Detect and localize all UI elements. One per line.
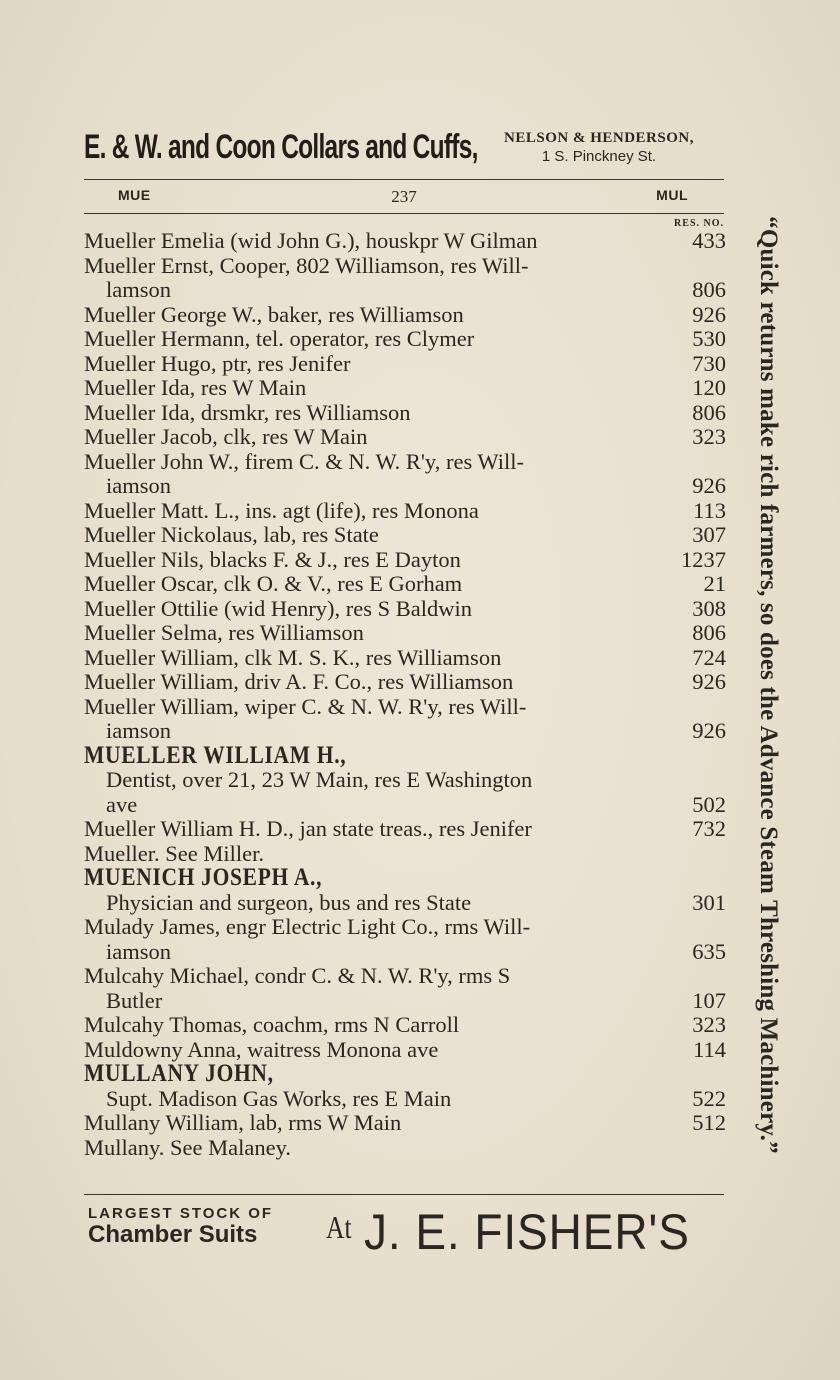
directory-entry [84, 768, 726, 793]
entry-residence-number: 635 [692, 938, 726, 964]
entry-text: Mueller William, wiper C. & N. W. R'y, res Will- [84, 693, 527, 719]
directory-entry [84, 695, 726, 720]
header-ad-store [474, 130, 724, 165]
running-head-rule [84, 213, 724, 214]
entry-text: Mueller Hugo, ptr, res Jenifer [84, 350, 351, 376]
directory-entry [84, 842, 726, 867]
side-ad-text: “Quick returns make rich farmers, so does the Advance Steam Threshing Machinery.” [755, 216, 782, 1154]
entry-residence-number: 730 [692, 350, 726, 376]
entry-text: Mueller Matt. L., ins. agt (life), res Monona [84, 497, 479, 523]
directory-entry [84, 1136, 726, 1161]
directory-entry [84, 523, 726, 548]
directory-entry [84, 964, 726, 989]
entry-text: Mueller Oscar, clk O. & V., res E Gorham [84, 571, 463, 596]
footer-ad-tagline [88, 1205, 273, 1249]
directory-entry [84, 352, 726, 377]
entry-text: Mueller William, clk M. S. K., res Williamson [84, 644, 502, 670]
entry-text: Mueller Emelia (wid John G.), houskpr W Gilman [84, 228, 538, 253]
directory-listing [84, 229, 726, 1160]
entry-text: Mueller Nils, blacks F. & J., res E Dayton [84, 546, 461, 572]
directory-heading [84, 1062, 726, 1087]
header-advertisement [84, 128, 724, 178]
entry-text: Mueller George W., baker, res Williamson [84, 301, 464, 327]
directory-entry [84, 793, 726, 818]
directory-entry [84, 425, 726, 450]
footer-ad-line2: Chamber Suits [88, 1221, 258, 1248]
directory-entry [84, 401, 726, 426]
directory-entry [84, 1038, 726, 1063]
entry-residence-number: 724 [692, 644, 726, 670]
directory-entry [84, 1111, 726, 1136]
directory-entry [84, 891, 726, 916]
entry-text: Muldowny Anna, waitress Monona ave [84, 1036, 439, 1062]
entry-text: Mueller Ernst, Cooper, 802 Williamson, res Will- [84, 252, 529, 278]
entry-residence-number: 926 [692, 473, 726, 498]
footer-rule [84, 1194, 724, 1195]
running-head-left: MUE [118, 187, 151, 203]
entry-residence-number: 530 [692, 326, 726, 351]
entry-text: Mueller Selma, res Williamson [84, 620, 364, 645]
entry-text: Mueller Nickolaus, lab, res State [84, 522, 379, 547]
header-ad-store-name: NELSON & HENDERSON, [504, 130, 694, 146]
entry-text: Mulady James, engr Electric Light Co., rms Will- [84, 914, 531, 939]
directory-entry [84, 278, 726, 303]
directory-entry [84, 1087, 726, 1112]
entry-residence-number: 307 [692, 522, 726, 547]
entry-residence-number: 113 [693, 497, 726, 523]
entry-text: lamson [106, 277, 171, 302]
entry-text: Mullany William, lab, rms W Main [84, 1110, 402, 1135]
header-ad-store-address: 1 S. Pinckney St. [541, 148, 657, 165]
entry-text: Mullany. See Malaney. [84, 1134, 292, 1160]
running-head [84, 187, 724, 209]
entry-residence-number: 433 [692, 228, 726, 253]
entry-text: iamson [106, 938, 171, 964]
directory-entry [84, 621, 726, 646]
entry-residence-number: 806 [692, 620, 726, 645]
entry-text: Supt. Madison Gas Works, res E Main [106, 1085, 452, 1111]
entry-residence-number: 1237 [681, 546, 726, 572]
residence-number-label: RES. NO. [674, 218, 724, 229]
entry-residence-number: 114 [693, 1036, 726, 1062]
directory-entry [84, 572, 726, 597]
entry-residence-number: 323 [692, 1012, 726, 1037]
directory-entry [84, 499, 726, 524]
entry-text: Mueller William H. D., jan state treas., res Jenifer [84, 816, 532, 841]
directory-entry [84, 548, 726, 573]
entry-residence-number: 301 [692, 889, 726, 915]
directory-entry [84, 989, 726, 1014]
entry-text: Mulcahy Michael, condr C. & N. W. R'y, rms S [84, 963, 511, 988]
directory-entry [84, 229, 726, 254]
entry-residence-number: 926 [692, 301, 726, 327]
entry-residence-number: 21 [703, 571, 726, 596]
entry-text: Mueller Ida, drsmkr, res Williamson [84, 399, 411, 425]
entry-residence-number: 512 [692, 1110, 726, 1135]
entry-residence-number: 926 [692, 718, 726, 743]
directory-entry [84, 817, 726, 842]
entry-text: Mulcahy Thomas, coachm, rms N Carroll [84, 1012, 460, 1037]
entry-text: MUELLER WILLIAM H., [84, 741, 347, 769]
entry-text: Mueller Hermann, tel. operator, res Clymer [84, 326, 475, 351]
entry-residence-number: 732 [692, 816, 726, 841]
directory-heading [84, 741, 726, 769]
entry-text: Mueller William, driv A. F. Co., res Williamson [84, 669, 514, 694]
entry-text: MULLANY JOHN, [84, 1060, 274, 1087]
entry-text: Mueller. See Miller. [84, 840, 264, 866]
directory-entry [84, 254, 726, 279]
entry-residence-number: 522 [692, 1085, 726, 1111]
directory-entry [84, 597, 726, 622]
running-head-right: MUL [656, 187, 688, 203]
directory-entry [84, 327, 726, 352]
entry-residence-number: 502 [692, 791, 726, 817]
footer-ad-store-name: J. E. FISHER'S [364, 1204, 690, 1260]
footer-ad-at: At [326, 1209, 352, 1245]
directory-entry [84, 474, 726, 499]
directory-entry [84, 670, 726, 695]
entry-residence-number: 120 [692, 375, 726, 400]
entry-residence-number: 107 [692, 987, 726, 1013]
directory-heading [84, 866, 726, 891]
footer-advertisement [88, 1204, 728, 1260]
directory-entry [84, 940, 726, 965]
entry-residence-number: 806 [692, 399, 726, 425]
entry-residence-number: 323 [692, 424, 726, 449]
directory-entry [84, 303, 726, 328]
entry-text: Butler [106, 987, 163, 1013]
entry-text: Mueller Ida, res W Main [84, 375, 307, 400]
entry-residence-number: 308 [692, 595, 726, 621]
entry-text: Physician and surgeon, bus and res State [106, 889, 472, 915]
page-number: 237 [391, 187, 417, 206]
directory-entry [84, 376, 726, 401]
directory-entry [84, 646, 726, 671]
header-ad-collars: E. & W. and Coon Collars and Cuffs, [84, 128, 478, 166]
directory-entry [84, 1013, 726, 1038]
directory-entry [84, 915, 726, 940]
entry-residence-number: 806 [692, 277, 726, 302]
entry-text: Dentist, over 21, 23 W Main, res E Washington [106, 767, 533, 792]
entry-text: MUENICH JOSEPH A., [84, 864, 323, 891]
entry-text: Mueller Jacob, clk, res W Main [84, 424, 368, 449]
directory-entry [84, 719, 726, 744]
entry-text: Mueller John W., firem C. & N. W. R'y, res Will- [84, 448, 525, 474]
footer-ad-line1: LARGEST STOCK OF [88, 1205, 274, 1222]
directory-entry [84, 450, 726, 475]
entry-text: ave [106, 791, 138, 817]
entry-text: iamson [106, 718, 171, 743]
side-advertisement [754, 130, 782, 1240]
entry-text: Mueller Ottilie (wid Henry), res S Baldwin [84, 595, 473, 621]
entry-text: iamson [106, 473, 171, 498]
header-rule [84, 179, 724, 180]
entry-residence-number: 926 [692, 669, 726, 694]
